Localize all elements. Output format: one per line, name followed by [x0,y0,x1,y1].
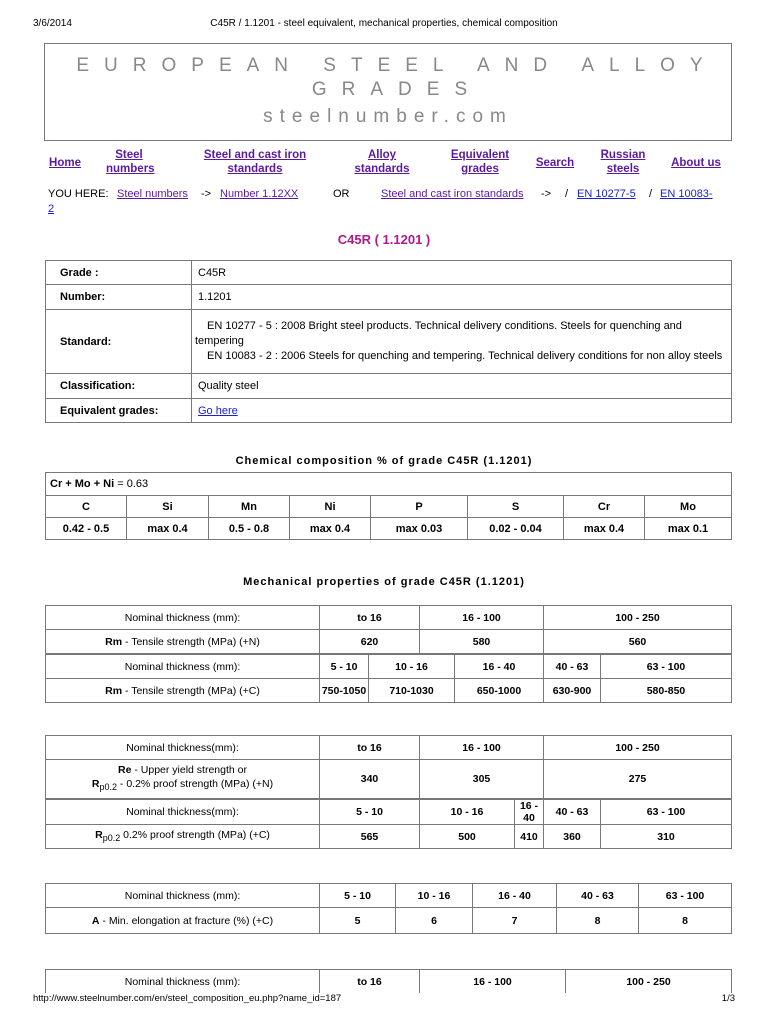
element-value: 0.02 - 0.04 [468,518,564,540]
proof-value: 565 [320,825,420,849]
tensile-value: 750-1050 [320,679,369,703]
element-header: S [468,496,564,518]
nav-russian-steels[interactable]: Russian steels [600,149,646,175]
breadcrumb-separator: / [649,188,653,200]
thickness-range: 100 - 250 [544,606,732,630]
grade-label: Grade : [46,261,192,285]
mechanical-properties-title: Mechanical properties of grade C45R (1.1201) [243,576,525,588]
tensile-value: 630-900 [544,679,601,703]
tensile-value: 650-1000 [455,679,544,703]
thickness-range: 100 - 250 [566,970,732,994]
number-value: 1.1201 [192,285,732,310]
grade-value: C45R [192,261,732,285]
proof-value: 360 [544,825,601,849]
standard-en-10083-2: EN 10083 - 2 : 2006 Steels for quenching and tempering. Technical delivery conditions for non alloy steels [207,350,723,362]
print-url: http://www.steelnumber.com/en/steel_composition_eu.php?name_id=187 [33,993,342,1004]
standard-label: Standard: [46,310,192,374]
grade-title: C45R ( 1.1201 ) [337,232,431,247]
proof-value: 500 [420,825,515,849]
element-value: max 0.1 [645,518,732,540]
breadcrumb-steel-cast-iron-standards[interactable]: Steel and cast iron standards [381,188,524,200]
print-title: C45R / 1.1201 - steel equivalent, mechanical properties, chemical composition [210,18,558,29]
banner-title: EUROPEAN STEEL AND ALLOY GRADES [76,55,718,100]
thickness-range: 16 - 40 [473,884,557,908]
equivalent-grades-label: Equivalent grades: [46,399,192,423]
element-value: max 0.4 [564,518,645,540]
yield-value: 340 [320,760,420,800]
element-value: 0.42 - 0.5 [46,518,127,540]
breadcrumb-arrow: -> [201,188,212,200]
print-page-number: 1/3 [721,993,735,1004]
element-value: 0.5 - 0.8 [209,518,290,540]
impact-table-partial [45,969,732,993]
element-value: max 0.03 [371,518,468,540]
chemical-composition-table [45,472,732,540]
chem-sum-value: = 0.63 [117,478,149,490]
nav-search[interactable]: Search [535,157,575,169]
breadcrumb-separator: / [565,188,569,200]
thickness-range: 63 - 100 [601,654,732,679]
thickness-range: 16 - 40 [455,654,544,679]
element-header: Mn [209,496,290,518]
nominal-thickness-label: Nominal thickness (mm): [46,654,320,679]
grade-info-table [45,260,732,423]
nominal-thickness-label: Nominal thickness(mm): [46,799,320,825]
element-value: max 0.4 [290,518,371,540]
thickness-range: 63 - 100 [639,884,732,908]
elongation-value: 8 [557,908,639,934]
elongation-label: A - Min. elongation at fracture (%) (+C) [46,908,320,934]
yield-strength-n-label: Re - Upper yield strength or $R_{p0.2} - 0.2\%$ proof strength (MPa) (+N) [46,760,320,800]
element-header: Ni [290,496,371,518]
thickness-range: 16 - 40 [515,799,544,825]
thickness-range: 100 - 250 [544,736,732,760]
classification-value: Quality steel [192,374,732,399]
tensile-value: 560 [544,630,732,655]
tensile-strength-c-label: Rm - Tensile strength (MPa) (+C) [46,679,320,703]
thickness-range: 5 - 10 [320,884,396,908]
chem-sum-row [46,473,732,496]
banner-domain: steelnumber.com [263,106,513,127]
breadcrumb-en-10083-2-wrap[interactable]: 2 [48,203,55,215]
breadcrumb-number-112xx[interactable]: Number 1.12XX [220,188,299,200]
yield-strength-table [45,735,732,849]
proof-strength-c-label: $R_{p0.2}$ 0.2% proof strength (MPa) (+C) [46,825,320,849]
main-nav [44,148,732,180]
thickness-range: 10 - 16 [369,654,455,679]
thickness-range: to 16 [320,606,420,630]
breadcrumb-arrow: -> [541,188,552,200]
yield-value: 275 [544,760,732,800]
yield-value: 305 [420,760,544,800]
nav-equivalent-grades[interactable]: Equivalent grades [450,149,510,175]
tensile-value: 580 [420,630,544,655]
nominal-thickness-label: Nominal thickness (mm): [46,884,320,908]
standard-value [192,310,732,374]
nav-steel-numbers[interactable]: Steel numbers [106,149,155,175]
thickness-range: 10 - 16 [420,799,515,825]
equivalent-grades-value [192,399,732,423]
tensile-strength-table [45,605,732,703]
tensile-value: 620 [320,630,420,655]
nav-alloy-standards[interactable]: Alloy standards [354,149,410,175]
nav-about-us[interactable]: About us [671,157,721,169]
site-banner[interactable] [44,43,732,141]
thickness-range: 5 - 10 [320,799,420,825]
thickness-range: 40 - 63 [544,799,601,825]
thickness-range: 16 - 100 [420,970,566,994]
thickness-range: to 16 [320,736,420,760]
print-date: 3/6/2014 [33,18,72,29]
element-header: C [46,496,127,518]
breadcrumb-or: OR [333,188,350,200]
nominal-thickness-label: Nominal thickness (mm): [46,606,320,630]
chemical-composition-title: Chemical composition % of grade C45R (1.1201) [235,455,533,467]
breadcrumb-en-10277-5[interactable]: EN 10277-5 [577,188,636,200]
nominal-thickness-label: Nominal thickness (mm): [46,970,320,994]
thickness-range: to 16 [320,970,420,994]
thickness-range: 40 - 63 [557,884,639,908]
elongation-value: 6 [396,908,473,934]
standard-en-10277-5: EN 10277 - 5 : 2008 Bright steel products. Technical delivery conditions. Steels for quenching and tempering [195,320,682,347]
element-header: Si [127,496,209,518]
elongation-value: 8 [639,908,732,934]
nominal-thickness-label: Nominal thickness(mm): [46,736,320,760]
element-header: Cr [564,496,645,518]
thickness-range: 16 - 100 [420,736,544,760]
nav-home[interactable]: Home [49,157,81,169]
elongation-value: 7 [473,908,557,934]
number-label: Number: [46,285,192,310]
breadcrumb-prefix: YOU HERE: [48,188,109,200]
thickness-range: 5 - 10 [320,654,369,679]
thickness-range: 10 - 16 [396,884,473,908]
elongation-table [45,883,732,934]
equivalent-grades-link[interactable]: Go here [198,404,238,417]
proof-value: 310 [601,825,732,849]
tensile-strength-n-label: Rm - Tensile strength (MPa) (+N) [46,630,320,655]
proof-value: 410 [515,825,544,849]
element-header: Mo [645,496,732,518]
tensile-value: 580-850 [601,679,732,703]
thickness-range: 40 - 63 [544,654,601,679]
tensile-value: 710-1030 [369,679,455,703]
element-value: max 0.4 [127,518,209,540]
chem-sum-label: Cr + Mo + Ni [50,478,115,490]
nav-steel-cast-iron-standards[interactable]: Steel and cast iron standards [203,149,307,175]
classification-label: Classification: [46,374,192,399]
element-header: P [371,496,468,518]
breadcrumb-en-10083-2[interactable]: EN 10083- [660,188,713,200]
thickness-range: 63 - 100 [601,799,732,825]
elongation-value: 5 [320,908,396,934]
breadcrumb-steel-numbers[interactable]: Steel numbers [117,188,188,200]
thickness-range: 16 - 100 [420,606,544,630]
